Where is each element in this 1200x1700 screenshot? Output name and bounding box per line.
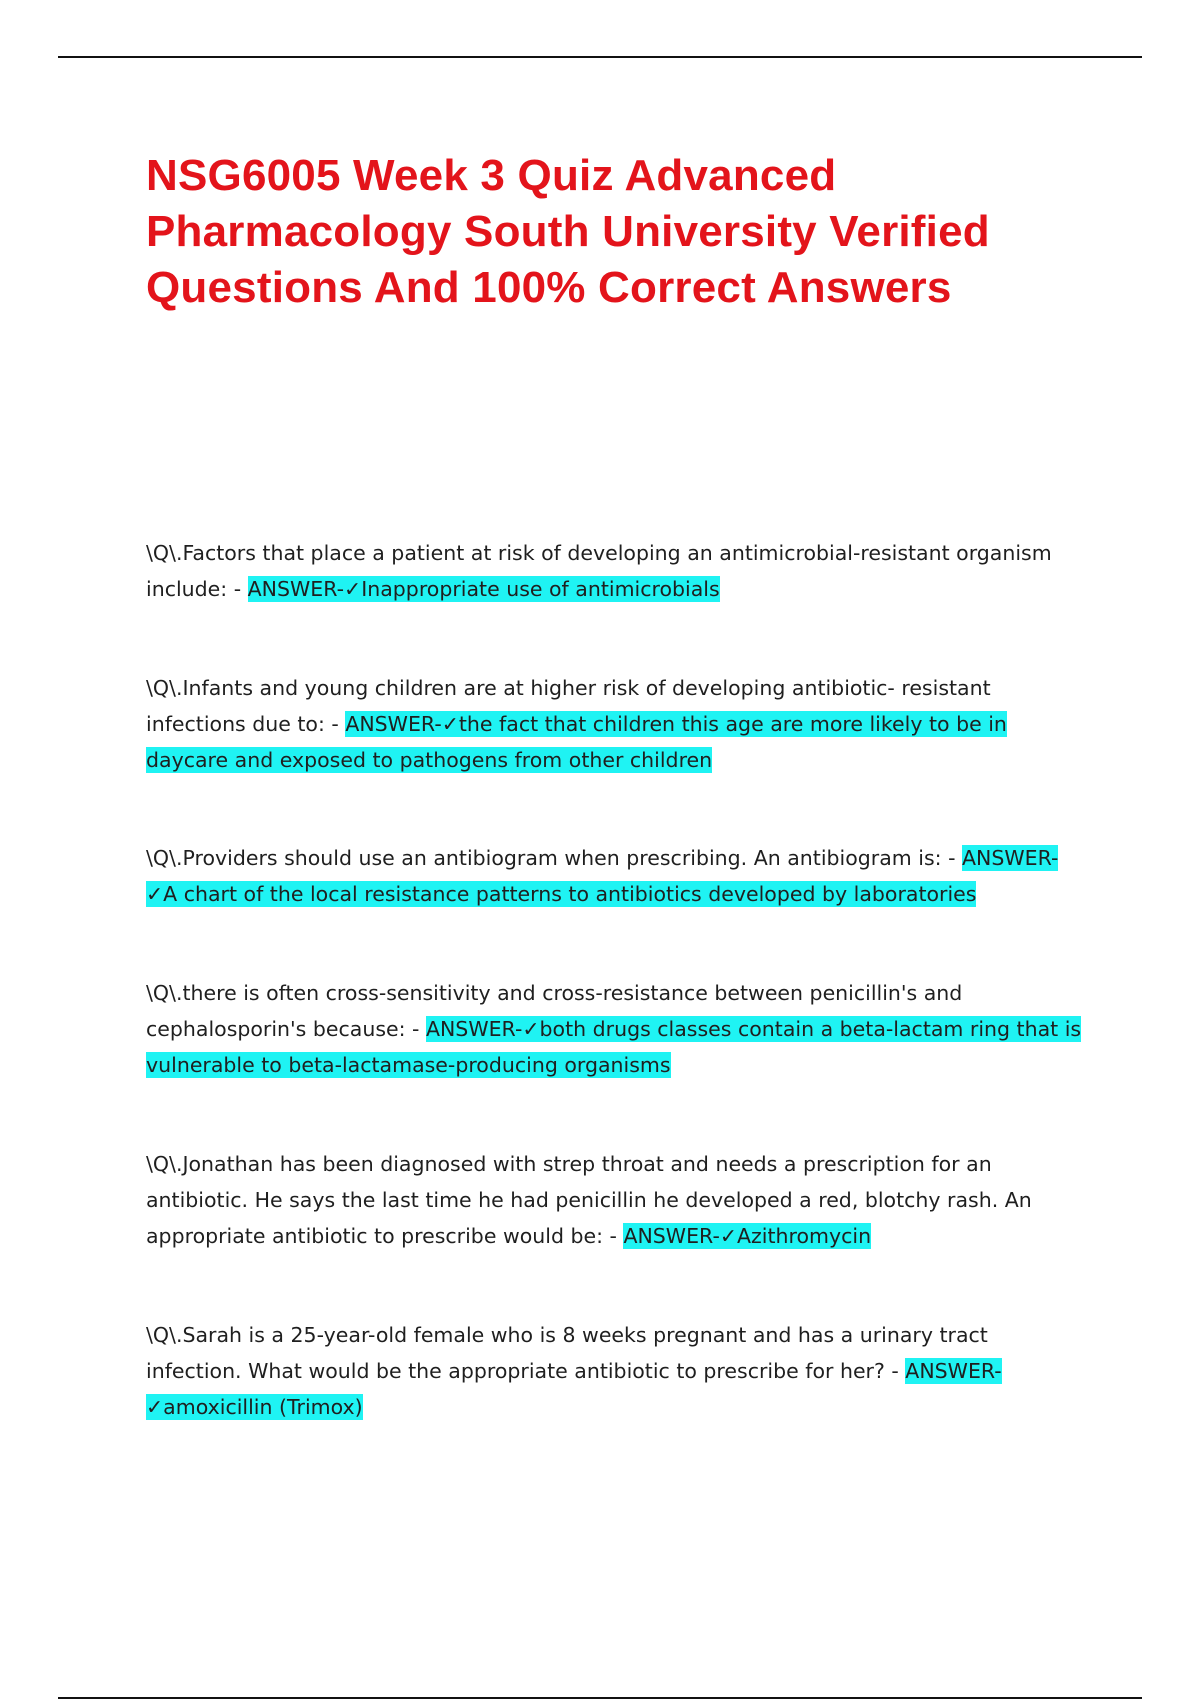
qa-item	[146, 670, 1086, 778]
question-text: \Q\.Jonathan has been diagnosed with strep throat and needs a prescription for an antibiotic. He says the last time he had penicillin he developed a red, blotchy rash. An appropriate antibiotic to prescribe would be: -	[146, 1152, 1032, 1248]
answer-text: ANSWER-✓both drugs classes contain a beta-lactam ring that is vulnerable to beta-lactamase-producing organisms	[146, 1017, 1082, 1077]
question-text: \Q\.there is often cross-sensitivity and cross-resistance between penicillin's and cephalosporin's because: -	[146, 981, 963, 1041]
question-text: \Q\.Providers should use an antibiogram when prescribing. An antibiogram is: -	[146, 846, 962, 870]
answer-text: ANSWER-✓Inappropriate use of antimicrobials	[247, 577, 720, 601]
question-text: \Q\.Sarah is a 25-year-old female who is 8 weeks pregnant and has a urinary tract infection. What would be the appropriate antibiotic to prescribe for her? -	[146, 1323, 988, 1383]
top-rule	[58, 56, 1142, 58]
qa-item	[146, 1146, 1086, 1254]
qa-item	[146, 535, 1086, 607]
qa-item	[146, 840, 1086, 912]
bottom-rule	[58, 1697, 1142, 1699]
qa-item	[146, 1317, 1086, 1425]
answer-text: ANSWER-✓amoxicillin (Trimox)	[146, 1359, 1002, 1419]
qa-item	[146, 975, 1086, 1083]
document-title: NSG6005 Week 3 Quiz Advanced Pharmacology South University Verified Questions And 100% Correct Answers	[146, 151, 990, 312]
qa-list	[146, 535, 1086, 1425]
question-text: \Q\.Infants and young children are at higher risk of developing antibiotic- resistant infections due to: -	[146, 676, 991, 736]
answer-text: ANSWER-✓A chart of the local resistance patterns to antibiotics developed by laboratories	[146, 846, 1059, 906]
answer-text: ANSWER-✓Azithromycin	[623, 1224, 872, 1248]
answer-text: ANSWER-✓the fact that children this age are more likely to be in daycare and exposed to pathogens from other children	[146, 712, 1007, 772]
question-text: \Q\.Factors that place a patient at risk of developing an antimicrobial-resistant organism include: -	[146, 541, 1052, 601]
